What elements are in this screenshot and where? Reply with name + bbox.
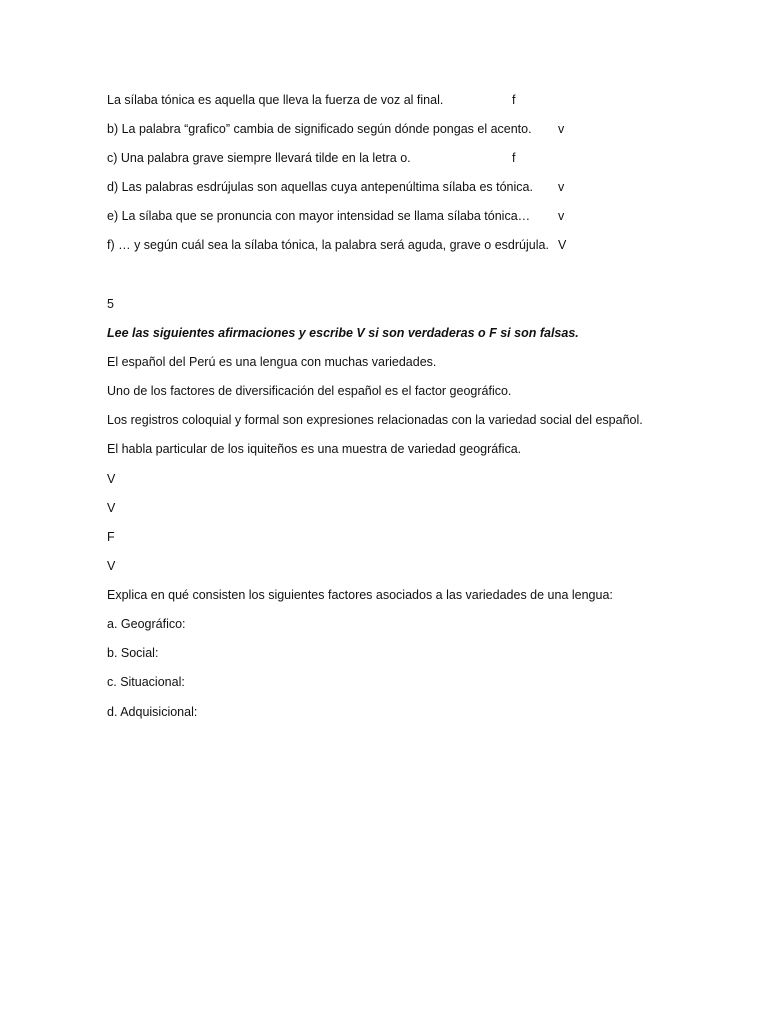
section-instruction: Lee las siguientes afirmaciones y escribe V si son verdaderas o F si son falsas.: [107, 326, 579, 340]
tf-item-statement: c) Una palabra grave siempre llevará tilde en la letra o.: [107, 151, 411, 165]
answer: V: [107, 501, 116, 515]
tf-item-statement: d) Las palabras esdrújulas son aquellas cuya antepenúltima sílaba es tónica.: [107, 180, 533, 194]
statement: Uno de los factores de diversificación del español es el factor geográfico.: [107, 384, 512, 398]
tf-item-mark: V: [558, 238, 567, 252]
tf-item-mark: f: [512, 151, 516, 165]
tf-item-mark: f: [512, 93, 516, 107]
factor-item: a. Geográfico:: [107, 617, 186, 631]
statement: El habla particular de los iquiteños es una muestra de variedad geográfica.: [107, 442, 522, 456]
factor-item: d. Adquisicional:: [107, 705, 198, 719]
factor-item: c. Situacional:: [107, 675, 185, 689]
tf-item-mark: v: [558, 209, 565, 223]
section-number: 5: [107, 297, 114, 311]
statement: Los registros coloquial y formal son expresiones relacionadas con la variedad social del español.: [107, 413, 643, 427]
answer: V: [107, 559, 116, 573]
answer: F: [107, 530, 115, 544]
statement: El español del Perú es una lengua con muchas variedades.: [107, 355, 437, 369]
tf-item-mark: v: [558, 122, 565, 136]
tf-item-statement: La sílaba tónica es aquella que lleva la fuerza de voz al final.: [107, 93, 444, 107]
tf-item-statement: f) … y según cuál sea la sílaba tónica, la palabra será aguda, grave o esdrújula.: [107, 238, 549, 252]
explain-prompt: Explica en qué consisten los siguientes factores asociados a las variedades de una lengua:: [107, 588, 613, 602]
factor-item: b. Social:: [107, 646, 159, 660]
answer: V: [107, 472, 116, 486]
tf-item-mark: v: [558, 180, 565, 194]
tf-item-statement: e) La sílaba que se pronuncia con mayor intensidad se llama sílaba tónica…: [107, 209, 531, 223]
tf-item-statement: b) La palabra “grafico” cambia de significado según dónde pongas el acento.: [107, 122, 532, 136]
